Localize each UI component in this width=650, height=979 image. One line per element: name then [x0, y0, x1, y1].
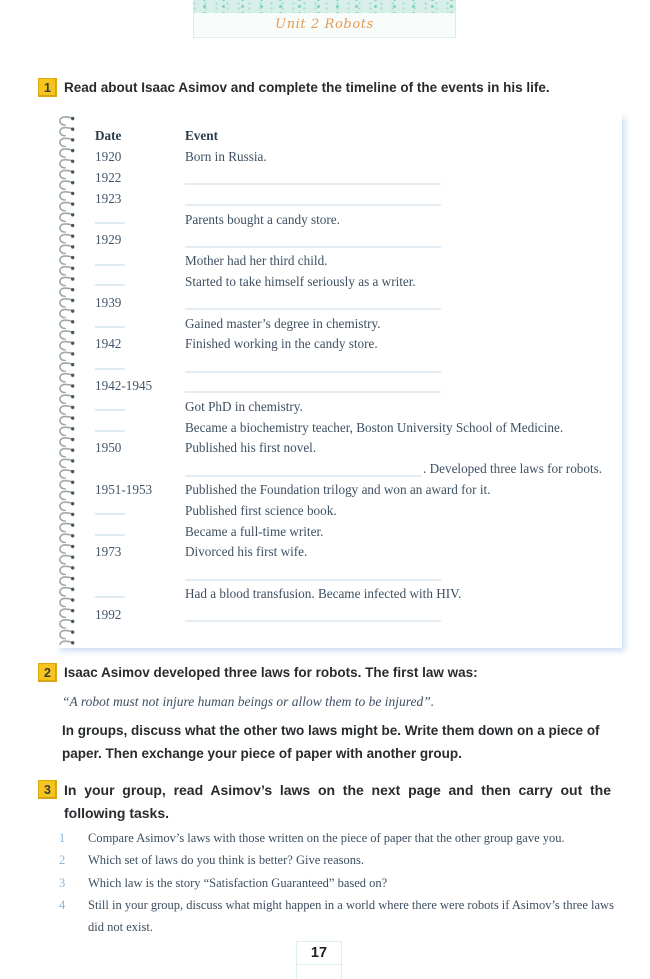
- timeline-row: [95, 563, 614, 584]
- task3-list-item: [59, 827, 629, 849]
- timeline-event-cell: [185, 253, 614, 269]
- date-blank-line: [95, 273, 125, 286]
- timeline-event-text: Had a blood transfusion. Became infected with HIV.: [185, 585, 462, 601]
- timeline-row: [95, 542, 614, 563]
- task1-title: Read about Isaac Asimov and complete the timeline of the events in his life.: [64, 80, 550, 95]
- timeline-event-header: Event: [185, 128, 218, 144]
- task3-item-text: Compare Asimov’s laws with those written on the piece of paper that the other group gave you.: [88, 831, 565, 845]
- date-blank-line: [95, 419, 125, 432]
- timeline-row: [95, 251, 614, 272]
- task2-number-badge: 2: [38, 663, 57, 682]
- timeline-date-cell: [95, 315, 185, 332]
- timeline-date-header: Date: [95, 128, 122, 144]
- timeline-event-cell: [185, 586, 614, 602]
- event-blank-line: [185, 568, 441, 581]
- page-number-box: [296, 941, 342, 979]
- timeline-event-cell: [185, 295, 614, 311]
- timeline-header-row: [95, 126, 614, 147]
- timeline-event-text: Got PhD in chemistry.: [185, 398, 303, 414]
- task3-item-number: 1: [59, 831, 66, 845]
- timeline-event-cell: [185, 565, 614, 581]
- date-blank-line: [95, 253, 125, 266]
- timeline-event-text: Parents bought a candy store.: [185, 211, 340, 227]
- timeline-event-text: Gained master’s degree in chemistry.: [185, 315, 381, 331]
- task3-item-text: Which law is the story “Satisfaction Guaranteed” based on?: [88, 875, 388, 890]
- timeline-event-cell: [185, 378, 614, 394]
- timeline-date-cell: 1922: [95, 169, 122, 185]
- timeline-date-cell: [95, 523, 185, 540]
- timeline-event-text: Divorced his first wife.: [185, 544, 308, 560]
- date-blank-line: [95, 211, 125, 224]
- timeline-event-cell: [185, 191, 614, 207]
- task2-instructions: In groups, discuss what the other two laws might be. Write them down on a piece of paper. Then exchange your piece of paper with another group.: [62, 723, 600, 761]
- timeline-row: [95, 292, 614, 313]
- event-blank-line: [185, 464, 421, 477]
- task3-item-text: Which set of laws do you think is better? Give reasons.: [88, 853, 364, 868]
- task3-item-number: 3: [59, 875, 66, 890]
- timeline-date-cell: [95, 211, 185, 228]
- event-blank-line: [185, 297, 441, 310]
- timeline-row: [95, 521, 614, 542]
- timeline-date-cell: 1950: [95, 440, 122, 456]
- timeline-event-cell: [185, 461, 614, 477]
- timeline-date-cell: 1942: [95, 336, 122, 352]
- date-blank-line: [95, 357, 125, 370]
- timeline-date-cell: [95, 357, 185, 374]
- timeline-table: [95, 126, 614, 625]
- timeline-row: [95, 417, 614, 438]
- page-number: 17: [297, 942, 341, 965]
- timeline-date-cell: [95, 253, 185, 270]
- timeline-date-cell: 1992: [95, 606, 122, 622]
- date-blank-line: [95, 585, 125, 598]
- task3-item-text: Still in your group, discuss what might happen in a world where there were robots if Asimov’s three laws did not exist.: [88, 897, 614, 935]
- timeline-row: [95, 500, 614, 521]
- timeline-event-text: Finished working in the candy store.: [185, 336, 378, 352]
- event-blank-line: [185, 609, 441, 622]
- event-blank-line: [185, 235, 441, 248]
- timeline-event-text: Published first science book.: [185, 502, 337, 518]
- timeline-event-text: Became a full-time writer.: [185, 523, 324, 539]
- timeline-event-text: . Developed three laws for robots.: [423, 461, 603, 477]
- timeline-event-cell: [185, 232, 614, 248]
- timeline-date-cell: 1939: [95, 294, 122, 310]
- timeline-date-cell: 1929: [95, 232, 122, 248]
- timeline-event-cell: [185, 420, 614, 436]
- timeline-event-cell: [185, 316, 614, 332]
- task3-list: [59, 827, 629, 938]
- timeline-date-cell: 1923: [95, 190, 122, 206]
- timeline-row: [95, 147, 614, 168]
- event-blank-line: [185, 360, 441, 373]
- timeline-event-cell: [185, 399, 614, 415]
- notebook-panel: [55, 113, 622, 648]
- timeline-row: [95, 376, 614, 397]
- timeline-event-cell: [185, 607, 614, 623]
- task3-header: [38, 779, 628, 825]
- task3-list-item: [59, 872, 629, 894]
- timeline-date-cell: 1920: [95, 149, 122, 165]
- timeline-row: [95, 355, 614, 376]
- date-blank-line: [95, 523, 125, 536]
- timeline-row: [95, 584, 614, 605]
- event-blank-line: [185, 172, 441, 185]
- timeline-date-cell: 1942-1945: [95, 377, 153, 393]
- timeline-event-cell: [185, 482, 614, 498]
- timeline-event-cell: [185, 274, 614, 290]
- task3-list-item: [59, 894, 629, 939]
- task3-number-badge: 3: [38, 780, 57, 799]
- timeline-row: [95, 604, 614, 625]
- timeline-row: [95, 230, 614, 251]
- timeline-row: [95, 168, 614, 189]
- unit-header: [193, 0, 456, 38]
- date-blank-line: [95, 398, 125, 411]
- event-blank-line: [185, 193, 441, 206]
- timeline-row: [95, 334, 614, 355]
- timeline-row: [95, 438, 614, 459]
- timeline-date-cell: [95, 273, 185, 290]
- task1-header: [38, 77, 628, 98]
- date-blank-line: [95, 315, 125, 328]
- timeline-event-cell: [185, 357, 614, 373]
- task3-list-item: [59, 849, 629, 871]
- timeline-date-cell: [95, 398, 185, 415]
- timeline-date-cell: [95, 419, 185, 436]
- timeline-date-cell: 1973: [95, 544, 122, 560]
- task3-item-number: 4: [59, 897, 66, 912]
- event-blank-line: [185, 380, 441, 393]
- timeline-event-cell: [185, 440, 614, 456]
- date-blank-line: [95, 502, 125, 515]
- timeline-event-text: Published his first novel.: [185, 440, 317, 456]
- timeline-event-cell: [185, 503, 614, 519]
- timeline-date-cell: 1951-1953: [95, 481, 153, 497]
- task2-title: Isaac Asimov developed three laws for robots. The first law was:: [64, 665, 478, 680]
- timeline-row: [95, 209, 614, 230]
- timeline-event-cell: [185, 149, 614, 165]
- task3-item-number: 2: [59, 853, 66, 868]
- first-law-quote: “A robot must not injure human beings or allow them to be injured”.: [62, 694, 435, 709]
- timeline-event-text: Published the Foundation trilogy and won an award for it.: [185, 481, 491, 497]
- timeline-event-text: Became a biochemistry teacher, Boston University School of Medicine.: [185, 419, 564, 435]
- timeline-event-cell: [185, 170, 614, 186]
- task2-header: [38, 662, 628, 683]
- task1-number-badge: 1: [38, 78, 57, 97]
- unit-title: Unit 2 Robots: [193, 13, 456, 38]
- timeline-row: [95, 459, 614, 480]
- task3-title: In your group, read Asimov’s laws on the next page and then carry out the following tasks.: [64, 782, 611, 821]
- timeline-row: [95, 480, 614, 501]
- unit-header-decoration: [193, 0, 456, 13]
- timeline-event-cell: [185, 336, 614, 352]
- timeline-row: [95, 188, 614, 209]
- timeline-row: [95, 396, 614, 417]
- timeline-event-cell: [185, 544, 614, 560]
- timeline-row: [95, 313, 614, 334]
- timeline-row: [95, 272, 614, 293]
- timeline-event-cell: [185, 524, 614, 540]
- timeline-event-text: Started to take himself seriously as a writer.: [185, 273, 416, 289]
- timeline-date-cell: [95, 585, 185, 602]
- timeline-event-text: Born in Russia.: [185, 149, 267, 165]
- timeline-rows: [95, 147, 614, 625]
- timeline-date-cell: [95, 502, 185, 519]
- timeline-event-cell: [185, 212, 614, 228]
- spiral-binding-icon: [55, 115, 79, 645]
- timeline-event-text: Mother had her third child.: [185, 253, 328, 269]
